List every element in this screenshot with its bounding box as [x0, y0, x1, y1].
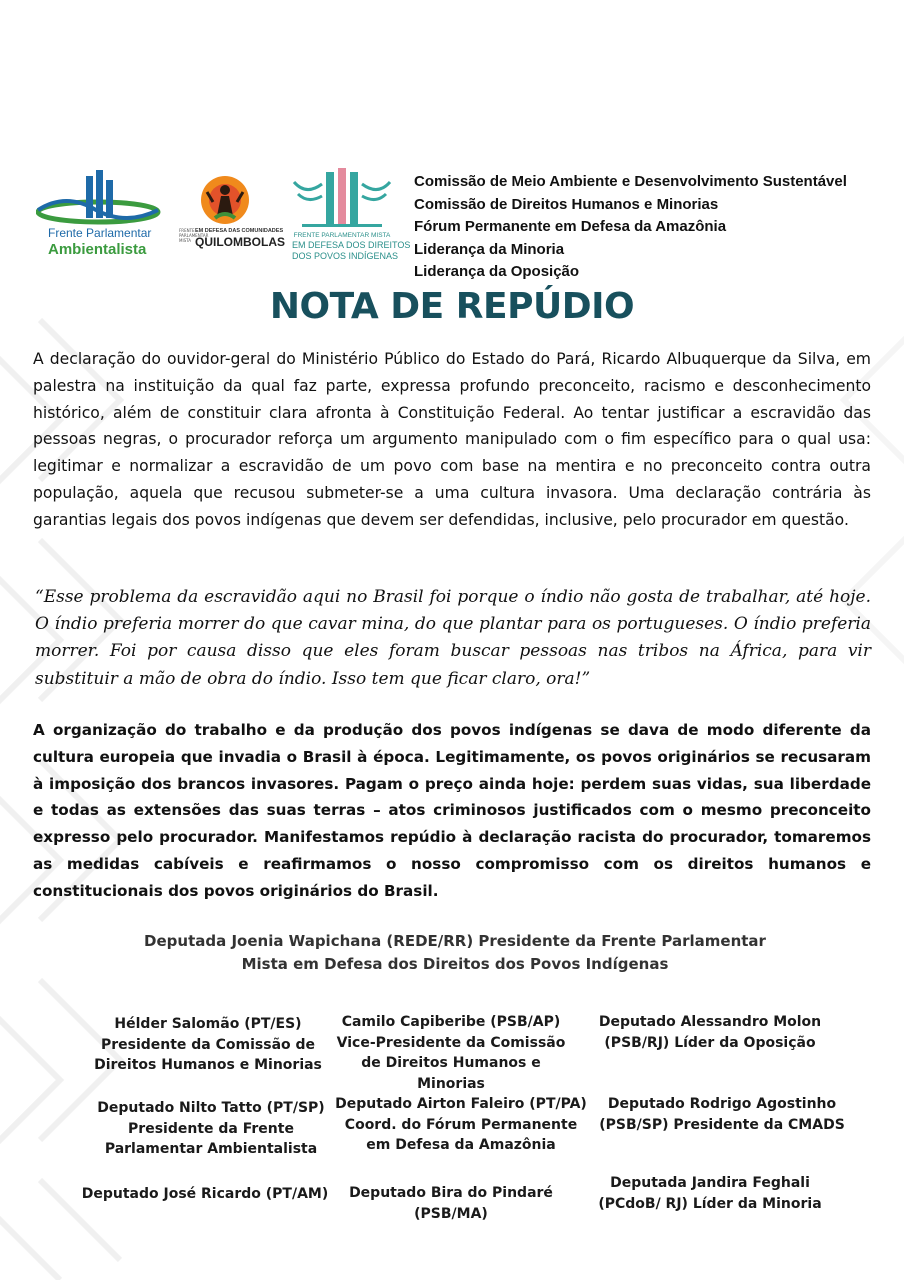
signature-line: Presidente da Comissão de [100, 1036, 316, 1053]
povos-indigenas-logo-icon [292, 168, 392, 230]
signature-line: Presidente da Frente [128, 1120, 294, 1137]
signature-line: Coord. do Fórum Permanente [344, 1116, 578, 1133]
logo1-line2: Ambientalista [48, 241, 147, 258]
signature-line: Camilo Capiberibe (PSB/AP) [341, 1014, 561, 1030]
signature-line: de Direitos Humanos e Minorias [361, 1055, 541, 1092]
organization-item: Comissão de Meio Ambiente e Desenvolvimento Sustentável [414, 173, 847, 190]
signature-line: Deputado Rodrigo Agostinho [607, 1096, 837, 1112]
signature-jandira-feghali [590, 1173, 830, 1214]
signature-line: Deputada Joenia Wapichana (REDE/RR) Presidente da Frente Parlamentar [144, 932, 766, 950]
signature-jose-ricardo [74, 1184, 336, 1205]
signature-bira-do-pindare [340, 1183, 562, 1224]
logo2-small-text: FRENTE PARLAMENTAR MISTA [179, 228, 209, 243]
signature-line: Deputado Bira do Pindaré [349, 1185, 553, 1201]
signature-line: Deputado Airton Faleiro (PT/PA) [335, 1096, 587, 1112]
organizations-list [414, 171, 847, 284]
logo3-line2: EM DEFESA DOS DIREITOS [292, 240, 411, 250]
logo3-line1: FRENTE PARLAMENTAR MISTA [293, 232, 391, 239]
signature-line: Deputado José Ricardo (PT/AM) [81, 1186, 329, 1202]
organization-item: Liderança da Oposição [414, 263, 580, 280]
signature-alessandro-molon [590, 1012, 830, 1053]
signature-line: (PCdoB/ RJ) Líder da Minoria [598, 1195, 822, 1212]
paragraph-2: A organização do trabalho e da produção dos povos indígenas se dava de modo diferente da cultura europeia que invadia o Brasil à época. Legitimamente, os povos originários se recusaram à imposição dos brancos invasores. Pagam o preço ainda hoje: perdem suas vidas, sua liberdade e todas as extensões das suas terras – atos criminosos justificados com o mesmo preconceito expresso pelo procurador. Manifestamos repúdio à declaração racista do procurador, tomaremos as medidas cabíveis e reafirmamos o nosso compromisso com os direitos humanos e constitucionais dos povos originários do Brasil. [33, 721, 871, 900]
signature-main [110, 930, 800, 976]
signature-line: Deputado Nilto Tatto (PT/SP) [97, 1100, 325, 1116]
signature-rodrigo-agostinho [592, 1094, 852, 1135]
signature-line: Deputada Jandira Feghali [610, 1175, 810, 1191]
signature-line: Parlamentar Ambientalista [104, 1141, 318, 1157]
signature-camilo-capiberibe [326, 1012, 576, 1094]
signature-line: (PSB/RJ) Líder da Oposição [604, 1034, 816, 1051]
signature-line: (PSB/SP) Presidente da CMADS [599, 1116, 845, 1133]
signature-helder-salomao [88, 1014, 328, 1076]
signature-nilto-tatto [86, 1098, 336, 1160]
logo-frente-ambientalista [36, 170, 161, 262]
organization-item: Fórum Permanente em Defesa da Amazônia [414, 218, 727, 235]
document-title: NOTA DE REPÚDIO [269, 286, 635, 327]
logo2-line1: EM DEFESA DAS COMUNIDADES [195, 228, 284, 234]
quote-paragraph: “Esse problema da escravidão aqui no Brasil foi porque o índio não gosta de trabalhar, até hoje. O índio preferia morrer do que cavar mina, do que plantar para os portugueses. O índio preferia morrer. Foi por causa disso que eles foram buscar pessoas nas tribos na África, para vir substituir a mão de obra do índio. Isso tem que ficar claro, ora!” [35, 587, 871, 689]
organization-item: Liderança da Minoria [414, 240, 565, 258]
signature-airton-faleiro [326, 1094, 596, 1156]
ambientalista-logo-icon [36, 170, 161, 228]
logo-povos-indigenas [292, 168, 411, 268]
logos-row [36, 168, 411, 268]
signature-line: em Defesa da Amazônia [366, 1137, 556, 1153]
quilombolas-logo-icon [179, 172, 291, 228]
logo2-line2: QUILOMBOLAS [195, 235, 285, 249]
signature-line: Direitos Humanos e Minorias [94, 1057, 322, 1073]
signature-line: Vice-Presidente da Comissão [336, 1034, 566, 1051]
signature-line: Hélder Salomão (PT/ES) [114, 1016, 302, 1032]
signature-line: Mista em Defesa dos Direitos dos Povos Indígenas [241, 955, 669, 973]
logo-quilombolas [179, 172, 291, 264]
paragraph-1: A declaração do ouvidor-geral do Ministério Público do Estado do Pará, Ricardo Albuquerque da Silva, em palestra na instituição da qual faz parte, expressa profundo preconceito, racismo e desconhecimento histórico, além de constituir clara afronta à Constituição Federal. Ao tentar justificar a escravidão das pessoas negras, o procurador reforça um argumento manipulado com o fim específico para o qual usa: legitimar e normalizar a escravidão de um povo com base na mentira e no preconceito contra outra população, aquela que recusou submeter-se a uma cultura invasora. Uma declaração contrária às garantias legais dos povos indígenas que devem ser defendidas, inclusive, pelo procurador em questão. [33, 350, 871, 529]
logo1-line1: Frente Parlamentar [48, 226, 152, 240]
signature-line: (PSB/MA) [414, 1205, 488, 1222]
organization-item: Comissão de Direitos Humanos e Minorias [414, 195, 719, 213]
signature-line: Deputado Alessandro Molon [598, 1014, 822, 1030]
logo3-line3: DOS POVOS INDÍGENAS [292, 251, 399, 261]
